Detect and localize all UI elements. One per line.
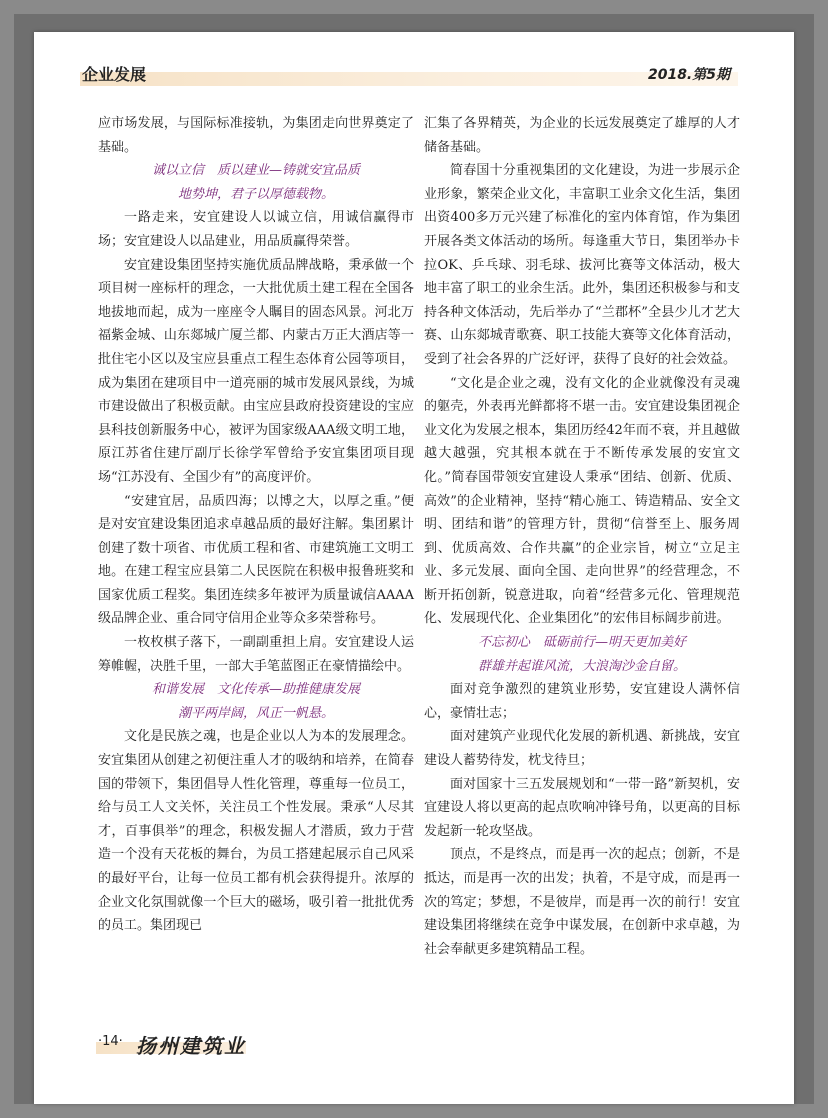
paragraph: 一路走来，安宜建设人以诚立信，用诚信赢得市场；安宜建设人以品建业，用品质赢得荣誉。 xyxy=(98,210,414,249)
subheading: 潮平两岸阔，风正一帆悬。 xyxy=(177,705,334,721)
page-header xyxy=(80,58,738,90)
paragraph: “文化是企业之魂，没有文化的企业就像没有灵魂的躯壳，外表再光鲜都将不堪一击。安宜建设集团视企业文化为发展之根本，集团历经42年而不衰，并且越做越大越强，究其根本就在于不断传承发展的安宜文化。”简春国带领安宜建设人秉承“团结、创新、优质、高效”的企业精神，坚持“精心施工、铸造精品、安全文明、团结和谐”的管理方针，贯彻“信誉至上、服务周到、优质高效、合作共赢”的企业宗旨，树立“立足主业、多元发展、面向全国、走向世界”的经营理念，不断开拓创新，锐意进取，向着“经营多元化、管理规范化、发展现代化、企业集团化”的宏伟目标阔步前进。 xyxy=(424,375,740,627)
left-column xyxy=(98,112,414,938)
paragraph: 顶点，不是终点，而是再一次的起点；创新，不是抵达，而是再一次的出发；执着，不是守成，而是再一次的笃定；梦想，不是彼岸，而是再一次的前行！安宜建设集团将继续在竞争中谋发展，在创新中求卓越，为社会奉献更多建筑精品工程。 xyxy=(424,847,740,957)
paragraph: 面对竞争激烈的建筑业形势，安宜建设人满怀信心，豪情壮志； xyxy=(424,682,740,721)
paragraph: 安宜建设集团坚持实施优质品牌战略，秉承做一个项目树一座标杆的理念，一大批优质土建工程在全国各地拔地而起，成为一座座令人瞩目的固态风景。河北万福紫金城、山东郯城广厦兰都、内蒙古万正大酒店等一批住宅小区以及宝应县重点工程生态体育公园等项目，成为集团在建项目中一道亮丽的城市发展风景线，为城市建设做出了积极贡献。由宝应县政府投资建设的宝应县科技创新服务中心，被评为国家级AAA级文明工地，原江苏省住建厅副厅长徐学军曾给予安宜集团项目现场“江苏没有、全国少有”的高度评价。 xyxy=(98,257,414,485)
right-column xyxy=(424,112,740,961)
paragraph-continued: 汇集了各界精英，为企业的长远发展奠定了雄厚的人才储备基础。 xyxy=(424,116,740,155)
header-band xyxy=(80,72,738,86)
section-title: 企业发展 xyxy=(82,65,147,84)
issue-label: 2018.第5期 xyxy=(647,67,730,83)
paragraph-continued: 应市场发展，与国际标准接轨，为集团走向世界奠定了基础。 xyxy=(98,116,414,155)
paragraph: 面对国家十三五发展规划和“一带一路”新契机，安宜建设人将以更高的起点吹响冲锋号角，以更高的目标发起新一轮攻坚战。 xyxy=(424,776,740,839)
subheading: 不忘初心 砥砺前行—明天更加美好 xyxy=(477,635,686,651)
paragraph: 面对建筑产业现代化发展的新机遇、新挑战，安宜建设人蓄势待发，枕戈待旦； xyxy=(424,729,740,769)
subheading: 地势坤，君子以厚德载物。 xyxy=(177,186,334,202)
subheading: 诚以立信 质以建业—铸就安宜品质 xyxy=(151,163,360,179)
page-number: ·14· xyxy=(98,1034,123,1049)
paragraph: 简春国十分重视集团的文化建设，为进一步展示企业形象，繁荣企业文化，丰富职工业余文化生活，集团出资400多万元兴建了标准化的室内体育馆，作为集团开展各类文体活动的场所。每逢重大节日，集团举办卡拉OK、乒乓球、羽毛球、拔河比赛等文体活动，极大地丰富了职工的业余生活。此外，集团还积极参与和支持各种文体活动，先后举办了“兰郡杯”全县少儿才艺大赛、山东郯城青歌赛、职工技能大赛等文化体育活动，受到了社会各界的广泛好评，获得了良好的社会效益。 xyxy=(424,163,740,367)
magazine-logo: 扬州建筑业 xyxy=(136,1034,246,1058)
subheading: 群雄并起谁风流，大浪淘沙金自留。 xyxy=(477,658,686,674)
subheading: 和谐发展 文化传承—助推健康发展 xyxy=(151,682,360,698)
page-footer xyxy=(96,1030,246,1056)
paragraph: 一枚枚棋子落下，一副副重担上肩。安宜建设人运筹帷幄，决胜千里，一部大手笔蓝图正在豪情描绘中。 xyxy=(98,635,414,674)
paragraph: “安建宜居，品质四海；以博之大，以厚之重。”便是对安宜建设集团追求卓越品质的最好注解。集团累计创建了数十项省、市优质工程和省、市建筑施工文明工地。在建工程宝应县第二人民医院在积极申报鲁班奖和国家优质工程奖。集团连续多年被评为质量诚信AAAA级品牌企业、重合同守信用企业等众多荣誉称号。 xyxy=(98,493,414,627)
paragraph: 文化是民族之魂，也是企业以人为本的发展理念。安宜集团从创建之初便注重人才的吸纳和培养，在简春国的带领下，集团倡导人性化管理，尊重每一位员工，给与员工人文关怀，关注员工个性发展。秉承“人尽其才，百事俱举”的理念，积极发掘人才潜质，致力于营造一个没有天花板的舞台，为员工搭建起展示自己风采的最好平台，让每一位员工都有机会获得提升。浓厚的企业文化氛围就像一个巨大的磁场，吸引着一批批优秀的员工。集团现已 xyxy=(98,729,414,934)
